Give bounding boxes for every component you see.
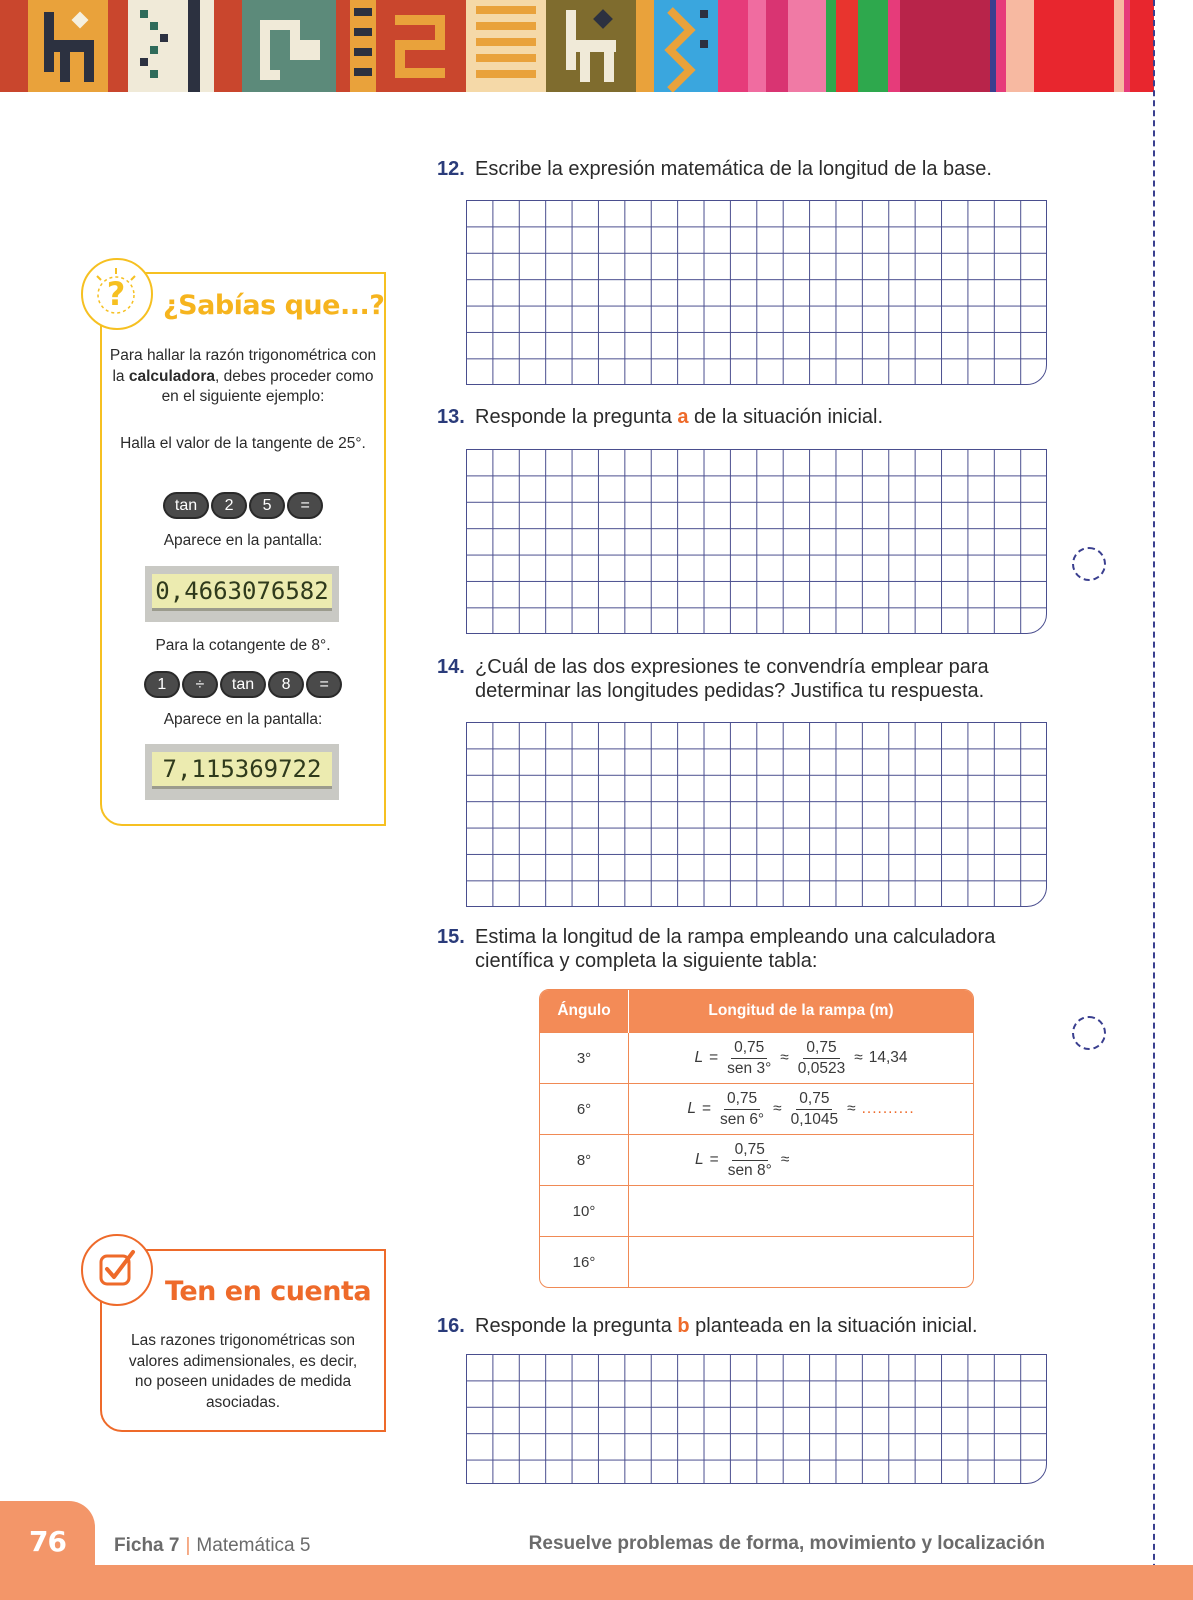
calculator-key: 5	[251, 494, 283, 517]
footer-band	[0, 1565, 1193, 1600]
checkbox-icon	[83, 1236, 150, 1303]
table-row	[540, 1135, 973, 1186]
question-highlight: a	[677, 406, 689, 428]
question-text: Estima la longitud de la rampa empleando una calculadora científica y completa la siguiente tabla:	[475, 926, 996, 972]
calculator-key: ÷	[184, 673, 216, 696]
question-number: 13.	[437, 406, 465, 428]
table-header-angle: Ángulo	[540, 990, 629, 1033]
question-text: Responde la pregunta a de la situación inicial.	[475, 406, 884, 428]
calculator-key: =	[289, 494, 321, 517]
footer-competency: Resuelve problemas de forma, movimiento y localización	[528, 1533, 1045, 1554]
textile-banner	[0, 0, 1193, 92]
table-row	[540, 1033, 973, 1084]
page-number: 76	[29, 1525, 66, 1558]
angle-cell: 16°	[540, 1237, 629, 1288]
ramp-length-table	[539, 989, 974, 1288]
table-header-length: Longitud de la rampa (m)	[629, 990, 974, 1033]
sabias-intro: Para hallar la razón trigonométrica con la calculadora, debes proceder como en el siguiente ejemplo:	[109, 347, 377, 405]
sabias-que-title: ¿Sabías que...?	[163, 290, 385, 321]
calculator-key: 8	[270, 673, 302, 696]
length-cell[interactable]	[629, 1186, 974, 1237]
angle-cell: 8°	[540, 1135, 629, 1186]
question-highlight: b	[677, 1315, 690, 1337]
ten-en-cuenta-text: Las razones trigonométricas son valores adimensionales, es decir, no poseen unidades de medida asociadas.	[128, 1332, 358, 1411]
question-text: ¿Cuál de las dos expresiones te convendría emplear para determinar las longitudes pedidas? Justifica tu respuesta.	[475, 656, 989, 702]
question-16	[437, 1314, 1057, 1338]
length-cell[interactable]	[629, 1237, 974, 1288]
question-number: 16.	[437, 1315, 465, 1337]
angle-cell: 10°	[540, 1186, 629, 1237]
perforation-line	[1153, 0, 1155, 1600]
question-13	[437, 405, 1057, 429]
sabias-example-1: Halla el valor de la tangente de 25°.	[120, 435, 366, 452]
screen-label-1: Aparece en la pantalla:	[163, 532, 323, 549]
svg-text:?: ?	[106, 275, 126, 313]
question-mark-icon	[83, 260, 150, 327]
table-row	[540, 1186, 973, 1237]
checkbox-badge	[81, 1234, 153, 1306]
question-number: 15.	[437, 926, 465, 948]
answer-grid-14[interactable]	[466, 722, 1047, 907]
question-number: 14.	[437, 656, 465, 678]
screen-label-2: Aparece en la pantalla:	[163, 711, 323, 728]
question-text: Responde la pregunta b planteada en la situación inicial.	[475, 1315, 978, 1337]
calculator-key: 2	[213, 494, 245, 517]
question-15	[437, 925, 1057, 973]
key-sequence-2	[108, 673, 378, 696]
binder-hole-marker	[1072, 1016, 1106, 1050]
answer-blank[interactable]: ..........	[861, 1100, 915, 1117]
key-sequence-1	[108, 494, 378, 517]
length-cell[interactable]: L = $\frac{0,75}{\text{sen 6°}}$ ≈ $\frac{0,75}{0,1045}$ ≈ ..........	[629, 1084, 974, 1135]
length-cell: L = $\frac{0,75}{\text{sen 3°}}$ ≈ $\frac{0,75}{0,0523}$ ≈ 14,34	[629, 1033, 974, 1084]
calculator-key: tan	[222, 673, 264, 696]
table-row	[540, 1084, 973, 1135]
angle-cell: 6°	[540, 1084, 629, 1135]
calculator-display-1	[145, 566, 339, 622]
binder-hole-marker	[1072, 547, 1106, 581]
calculator-key: 1	[146, 673, 178, 696]
display-value: 0,4663076582	[152, 574, 332, 611]
sabias-example-2: Para la cotangente de 8°.	[155, 637, 331, 654]
display-value: 7,115369722	[152, 752, 332, 789]
answer-grid-16[interactable]	[466, 1354, 1047, 1484]
ten-en-cuenta-title: Ten en cuenta	[165, 1276, 372, 1307]
question-14	[437, 655, 1057, 703]
footer-ficha: Ficha 7 | Matemática 5	[114, 1535, 311, 1556]
answer-grid-12[interactable]	[466, 200, 1047, 385]
answer-grid-13[interactable]	[466, 449, 1047, 634]
question-number: 12.	[437, 158, 465, 180]
calculator-key: tan	[165, 494, 207, 517]
question-12	[437, 157, 1057, 181]
table-row	[540, 1237, 973, 1288]
calculator-key: =	[308, 673, 340, 696]
length-result: 14,34	[868, 1049, 908, 1066]
question-mark-badge	[81, 258, 153, 330]
angle-cell: 3°	[540, 1033, 629, 1084]
length-cell[interactable]: L = $\frac{0,75}{\text{sen 8°}}$ ≈	[629, 1135, 974, 1186]
calculator-display-2	[145, 744, 339, 800]
question-text: Escribe la expresión matemática de la longitud de la base.	[475, 158, 992, 180]
